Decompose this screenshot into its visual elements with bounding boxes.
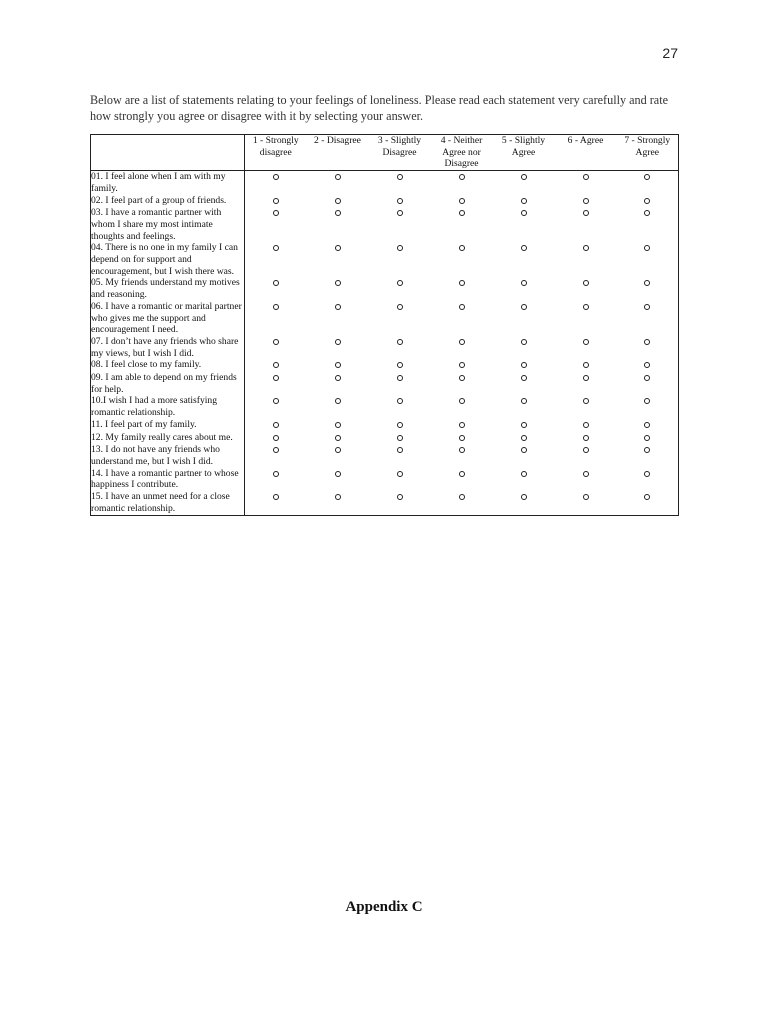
radio-option-4[interactable]	[459, 210, 465, 216]
statement-text: 03. I have a romantic partner with whom I share my most intimate thoughts and feelings.	[91, 207, 245, 242]
option-cell	[555, 491, 617, 515]
radio-option-1[interactable]	[273, 174, 279, 180]
option-cell	[555, 359, 617, 372]
radio-option-6[interactable]	[583, 245, 589, 251]
radio-option-3[interactable]	[397, 245, 403, 251]
radio-option-6[interactable]	[583, 210, 589, 216]
option-cell	[617, 301, 679, 336]
statement-row	[91, 242, 679, 277]
radio-option-4[interactable]	[459, 422, 465, 428]
radio-option-6[interactable]	[583, 198, 589, 204]
radio-option-5[interactable]	[521, 245, 527, 251]
option-cell	[245, 372, 307, 395]
radio-option-4[interactable]	[459, 471, 465, 477]
option-cell	[617, 277, 679, 300]
statement-row	[91, 195, 679, 208]
radio-option-5[interactable]	[521, 280, 527, 286]
radio-option-1[interactable]	[273, 245, 279, 251]
option-cell	[493, 444, 555, 467]
option-cell	[555, 277, 617, 300]
option-cell	[555, 242, 617, 277]
statement-text: 04. There is no one in my family I can depend on for support and encouragement, but I wish there was.	[91, 242, 245, 277]
radio-option-6[interactable]	[583, 362, 589, 368]
option-cell	[493, 301, 555, 336]
radio-option-2[interactable]	[335, 435, 341, 441]
survey-body	[91, 171, 679, 515]
option-cell	[307, 372, 369, 395]
radio-option-7[interactable]	[644, 471, 650, 477]
statement-row	[91, 395, 679, 418]
option-cell	[369, 359, 431, 372]
option-cell	[431, 195, 493, 208]
scale-header-3: 3 - Slightly Disagree	[369, 135, 431, 171]
option-cell	[369, 372, 431, 395]
statement-text: 05. My friends understand my motives and reasoning.	[91, 277, 245, 300]
radio-option-1[interactable]	[273, 198, 279, 204]
option-cell	[307, 336, 369, 359]
radio-option-6[interactable]	[583, 422, 589, 428]
option-cell	[245, 207, 307, 242]
statement-row	[91, 372, 679, 395]
option-cell	[555, 419, 617, 432]
radio-option-3[interactable]	[397, 494, 403, 500]
radio-option-3[interactable]	[397, 398, 403, 404]
radio-option-5[interactable]	[521, 435, 527, 441]
radio-option-5[interactable]	[521, 422, 527, 428]
option-cell	[369, 336, 431, 359]
option-cell	[493, 491, 555, 515]
option-cell	[245, 277, 307, 300]
radio-option-6[interactable]	[583, 375, 589, 381]
option-cell	[307, 395, 369, 418]
option-cell	[307, 419, 369, 432]
option-cell	[245, 444, 307, 467]
loneliness-survey-table	[90, 134, 679, 516]
radio-option-7[interactable]	[644, 198, 650, 204]
option-cell	[307, 432, 369, 445]
option-cell	[369, 195, 431, 208]
statement-row	[91, 432, 679, 445]
option-cell	[555, 336, 617, 359]
radio-option-5[interactable]	[521, 375, 527, 381]
radio-option-1[interactable]	[273, 398, 279, 404]
option-cell	[617, 491, 679, 515]
option-cell	[617, 336, 679, 359]
option-cell	[431, 419, 493, 432]
option-cell	[555, 372, 617, 395]
statement-text: 15. I have an unmet need for a close romantic relationship.	[91, 491, 245, 515]
radio-option-4[interactable]	[459, 435, 465, 441]
statement-text: 11. I feel part of my family.	[91, 419, 245, 432]
radio-option-1[interactable]	[273, 375, 279, 381]
statement-text: 07. I don’t have any friends who share my views, but I wish I did.	[91, 336, 245, 359]
radio-option-3[interactable]	[397, 375, 403, 381]
radio-option-6[interactable]	[583, 398, 589, 404]
radio-option-1[interactable]	[273, 362, 279, 368]
radio-option-5[interactable]	[521, 398, 527, 404]
statement-text: 14. I have a romantic partner to whose happiness I contribute.	[91, 468, 245, 491]
radio-option-3[interactable]	[397, 435, 403, 441]
radio-option-3[interactable]	[397, 422, 403, 428]
radio-option-5[interactable]	[521, 304, 527, 310]
radio-option-1[interactable]	[273, 280, 279, 286]
radio-option-2[interactable]	[335, 494, 341, 500]
radio-option-4[interactable]	[459, 494, 465, 500]
option-cell	[245, 359, 307, 372]
option-cell	[617, 171, 679, 195]
radio-option-7[interactable]	[644, 174, 650, 180]
option-cell	[307, 301, 369, 336]
radio-option-2[interactable]	[335, 447, 341, 453]
radio-option-6[interactable]	[583, 494, 589, 500]
radio-option-3[interactable]	[397, 362, 403, 368]
radio-option-7[interactable]	[644, 339, 650, 345]
option-cell	[369, 242, 431, 277]
statement-text: 09. I am able to depend on my friends for help.	[91, 372, 245, 395]
radio-option-4[interactable]	[459, 398, 465, 404]
scale-header-7: 7 - Strongly Agree	[617, 135, 679, 171]
option-cell	[307, 468, 369, 491]
option-cell	[431, 242, 493, 277]
radio-option-7[interactable]	[644, 375, 650, 381]
statement-text: 10.I wish I had a more satisfying romantic relationship.	[91, 395, 245, 418]
option-cell	[617, 432, 679, 445]
option-cell	[307, 195, 369, 208]
radio-option-4[interactable]	[459, 375, 465, 381]
radio-option-6[interactable]	[583, 447, 589, 453]
radio-option-2[interactable]	[335, 174, 341, 180]
radio-option-4[interactable]	[459, 339, 465, 345]
option-cell	[431, 207, 493, 242]
radio-option-5[interactable]	[521, 174, 527, 180]
radio-option-4[interactable]	[459, 304, 465, 310]
option-cell	[493, 171, 555, 195]
option-cell	[617, 395, 679, 418]
option-cell	[369, 277, 431, 300]
radio-option-1[interactable]	[273, 304, 279, 310]
radio-option-5[interactable]	[521, 447, 527, 453]
statement-text: 02. I feel part of a group of friends.	[91, 195, 245, 208]
radio-option-2[interactable]	[335, 245, 341, 251]
option-cell	[617, 359, 679, 372]
radio-option-7[interactable]	[644, 304, 650, 310]
option-cell	[245, 432, 307, 445]
page-number: 27	[662, 45, 678, 61]
header-corner-cell	[91, 135, 245, 171]
option-cell	[369, 419, 431, 432]
option-cell	[431, 395, 493, 418]
option-cell	[307, 242, 369, 277]
option-cell	[555, 195, 617, 208]
statement-row	[91, 277, 679, 300]
scale-header-2: 2 - Disagree	[307, 135, 369, 171]
radio-option-1[interactable]	[273, 494, 279, 500]
radio-option-4[interactable]	[459, 198, 465, 204]
option-cell	[493, 372, 555, 395]
option-cell	[431, 491, 493, 515]
radio-option-3[interactable]	[397, 447, 403, 453]
option-cell	[617, 242, 679, 277]
option-cell	[245, 242, 307, 277]
radio-option-5[interactable]	[521, 362, 527, 368]
radio-option-7[interactable]	[644, 398, 650, 404]
statement-text: 12. My family really cares about me.	[91, 432, 245, 445]
option-cell	[307, 491, 369, 515]
radio-option-3[interactable]	[397, 280, 403, 286]
appendix-heading: Appendix C	[345, 899, 423, 915]
radio-option-1[interactable]	[273, 435, 279, 441]
statement-row	[91, 301, 679, 336]
statement-row	[91, 359, 679, 372]
radio-option-6[interactable]	[583, 304, 589, 310]
radio-option-6[interactable]	[583, 471, 589, 477]
statement-row	[91, 468, 679, 491]
option-cell	[307, 359, 369, 372]
radio-option-4[interactable]	[459, 362, 465, 368]
radio-option-3[interactable]	[397, 304, 403, 310]
option-cell	[617, 444, 679, 467]
option-cell	[431, 171, 493, 195]
option-cell	[555, 444, 617, 467]
option-cell	[493, 359, 555, 372]
option-cell	[555, 468, 617, 491]
option-cell	[493, 395, 555, 418]
option-cell	[245, 336, 307, 359]
option-cell	[617, 468, 679, 491]
statement-text: 06. I have a romantic or marital partner who gives me the support and encouragement I need.	[91, 301, 245, 336]
statement-row	[91, 491, 679, 515]
option-cell	[431, 468, 493, 491]
option-cell	[369, 171, 431, 195]
option-cell	[431, 359, 493, 372]
option-cell	[555, 171, 617, 195]
option-cell	[307, 277, 369, 300]
radio-option-2[interactable]	[335, 375, 341, 381]
radio-option-2[interactable]	[335, 304, 341, 310]
radio-option-7[interactable]	[644, 435, 650, 441]
option-cell	[369, 468, 431, 491]
statement-text: 13. I do not have any friends who understand me, but I wish I did.	[91, 444, 245, 467]
option-cell	[493, 468, 555, 491]
radio-option-7[interactable]	[644, 447, 650, 453]
radio-option-2[interactable]	[335, 198, 341, 204]
option-cell	[307, 171, 369, 195]
option-cell	[245, 419, 307, 432]
option-cell	[617, 195, 679, 208]
radio-option-1[interactable]	[273, 447, 279, 453]
option-cell	[555, 301, 617, 336]
option-cell	[617, 372, 679, 395]
radio-option-2[interactable]	[335, 210, 341, 216]
radio-option-3[interactable]	[397, 471, 403, 477]
scale-header-row	[91, 135, 679, 171]
statement-row	[91, 444, 679, 467]
option-cell	[493, 242, 555, 277]
radio-option-4[interactable]	[459, 245, 465, 251]
option-cell	[431, 301, 493, 336]
option-cell	[493, 336, 555, 359]
radio-option-6[interactable]	[583, 435, 589, 441]
radio-option-1[interactable]	[273, 471, 279, 477]
radio-option-2[interactable]	[335, 339, 341, 345]
radio-option-7[interactable]	[644, 245, 650, 251]
radio-option-6[interactable]	[583, 339, 589, 345]
radio-option-7[interactable]	[644, 362, 650, 368]
radio-option-4[interactable]	[459, 280, 465, 286]
option-cell	[245, 468, 307, 491]
option-cell	[431, 432, 493, 445]
option-cell	[245, 171, 307, 195]
statement-text: 08. I feel close to my family.	[91, 359, 245, 372]
radio-option-3[interactable]	[397, 339, 403, 345]
statement-row	[91, 171, 679, 195]
option-cell	[493, 195, 555, 208]
radio-option-7[interactable]	[644, 494, 650, 500]
instructions-text: Below are a list of statements relating to your feelings of loneliness. Please read each statement very carefully and rate how strongly you agree or disagree with it by selecting your answer.	[90, 93, 669, 123]
option-cell	[369, 395, 431, 418]
radio-option-3[interactable]	[397, 174, 403, 180]
radio-option-5[interactable]	[521, 210, 527, 216]
radio-option-2[interactable]	[335, 422, 341, 428]
statement-row	[91, 336, 679, 359]
option-cell	[617, 207, 679, 242]
radio-option-6[interactable]	[583, 174, 589, 180]
option-cell	[245, 301, 307, 336]
radio-option-7[interactable]	[644, 210, 650, 216]
option-cell	[493, 207, 555, 242]
option-cell	[555, 432, 617, 445]
option-cell	[431, 277, 493, 300]
option-cell	[369, 301, 431, 336]
option-cell	[555, 395, 617, 418]
scale-header-4: 4 - Neither Agree nor Disagree	[431, 135, 493, 171]
radio-option-5[interactable]	[521, 198, 527, 204]
radio-option-1[interactable]	[273, 339, 279, 345]
option-cell	[369, 491, 431, 515]
radio-option-4[interactable]	[459, 174, 465, 180]
radio-option-3[interactable]	[397, 210, 403, 216]
radio-option-5[interactable]	[521, 471, 527, 477]
radio-option-5[interactable]	[521, 339, 527, 345]
radio-option-7[interactable]	[644, 280, 650, 286]
statement-text: 01. I feel alone when I am with my family.	[91, 171, 245, 195]
radio-option-2[interactable]	[335, 280, 341, 286]
radio-option-1[interactable]	[273, 210, 279, 216]
option-cell	[431, 444, 493, 467]
radio-option-2[interactable]	[335, 362, 341, 368]
option-cell	[369, 444, 431, 467]
radio-option-7[interactable]	[644, 422, 650, 428]
option-cell	[493, 277, 555, 300]
radio-option-3[interactable]	[397, 198, 403, 204]
radio-option-6[interactable]	[583, 280, 589, 286]
option-cell	[245, 491, 307, 515]
option-cell	[431, 372, 493, 395]
statement-row	[91, 207, 679, 242]
statement-row	[91, 419, 679, 432]
option-cell	[245, 195, 307, 208]
radio-option-2[interactable]	[335, 471, 341, 477]
scale-header-1: 1 - Strongly disagree	[245, 135, 307, 171]
option-cell	[369, 207, 431, 242]
option-cell	[369, 432, 431, 445]
option-cell	[493, 432, 555, 445]
radio-option-4[interactable]	[459, 447, 465, 453]
scale-header-6: 6 - Agree	[555, 135, 617, 171]
option-cell	[307, 444, 369, 467]
scale-header-5: 5 - Slightly Agree	[493, 135, 555, 171]
radio-option-1[interactable]	[273, 422, 279, 428]
option-cell	[555, 207, 617, 242]
option-cell	[431, 336, 493, 359]
option-cell	[493, 419, 555, 432]
radio-option-5[interactable]	[521, 494, 527, 500]
option-cell	[617, 419, 679, 432]
option-cell	[307, 207, 369, 242]
radio-option-2[interactable]	[335, 398, 341, 404]
option-cell	[245, 395, 307, 418]
